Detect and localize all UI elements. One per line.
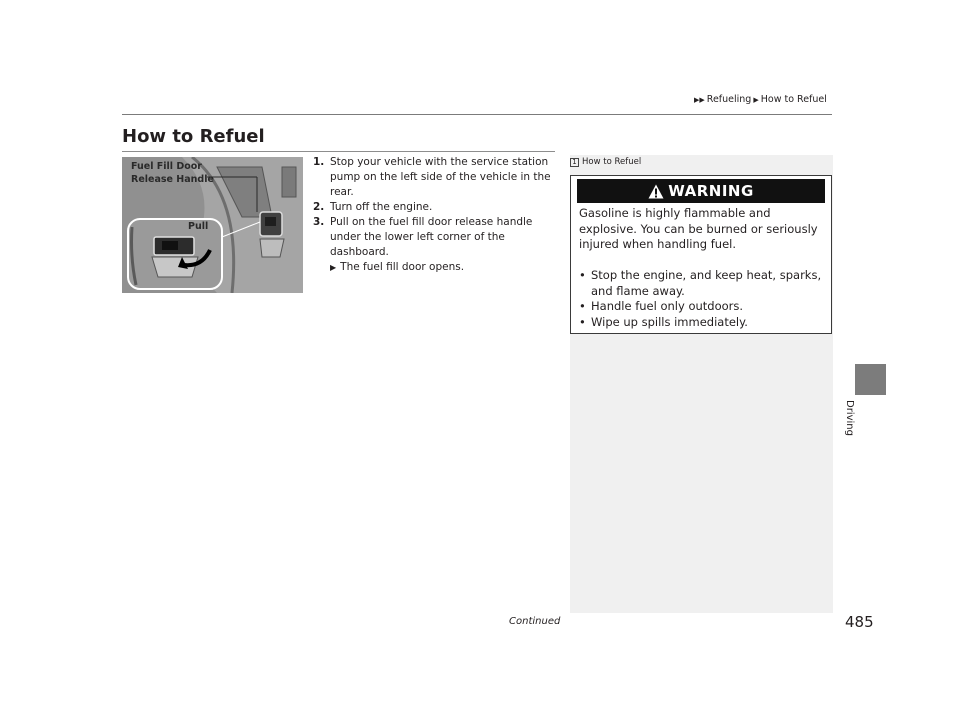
chapter-tab[interactable] <box>855 364 886 395</box>
page-title: How to Refuel <box>122 126 265 147</box>
result-arrow-icon: ▶ <box>330 263 337 272</box>
warning-item: • Wipe up spills immediately. <box>579 315 829 331</box>
callout-text: Fuel Fill Door Release Handle <box>131 161 214 185</box>
step-3 <box>313 215 553 260</box>
warning-header <box>577 179 825 203</box>
breadcrumb <box>694 94 827 105</box>
breadcrumb-item-how-to-refuel[interactable]: How to Refuel <box>760 94 827 105</box>
step-text: Turn off the engine. <box>330 201 433 213</box>
step-number: 3. <box>313 216 325 228</box>
warning-label: WARNING <box>668 182 754 200</box>
warning-item: • Handle fuel only outdoors. <box>579 299 829 315</box>
step-number: 2. <box>313 201 325 213</box>
chapter-label: Driving <box>844 400 855 436</box>
warning-intro: Gasoline is highly flammable and explosive. You can be burned or seriously injured when handling fuel. <box>579 206 818 251</box>
fuel-fill-door-callout <box>131 161 214 186</box>
page-number: 485 <box>845 613 874 631</box>
warning-list <box>579 268 829 330</box>
title-rule <box>122 151 555 152</box>
step-number: 1. <box>313 156 325 168</box>
warning-item: • Stop the engine, and keep heat, sparks, and flame away. <box>579 268 829 299</box>
note-marker-icon: 1 <box>570 158 579 167</box>
procedure-steps <box>313 155 553 275</box>
step-1 <box>313 155 553 200</box>
chapter-tab-label <box>846 400 876 450</box>
note-heading <box>570 157 641 167</box>
warning-box <box>570 175 832 334</box>
pull-label: Pull <box>188 221 209 232</box>
warning-triangle-icon <box>648 184 664 199</box>
step-text: Pull on the fuel fill door release handle under the lower left corner of the dashboard. <box>330 216 533 258</box>
header-rule <box>122 114 832 115</box>
step-text: Stop your vehicle with the service station pump on the left side of the vehicle in the rear. <box>330 156 551 198</box>
step-result <box>313 260 553 275</box>
step-2 <box>313 200 553 215</box>
double-arrow-icon: ▶▶ <box>694 95 705 104</box>
continued-label: Continued <box>509 616 561 627</box>
result-text: The fuel fill door opens. <box>340 261 465 273</box>
note-title: How to Refuel <box>582 157 642 167</box>
arrow-icon: ▶ <box>753 95 759 104</box>
breadcrumb-item-refueling[interactable]: Refueling <box>706 94 752 105</box>
